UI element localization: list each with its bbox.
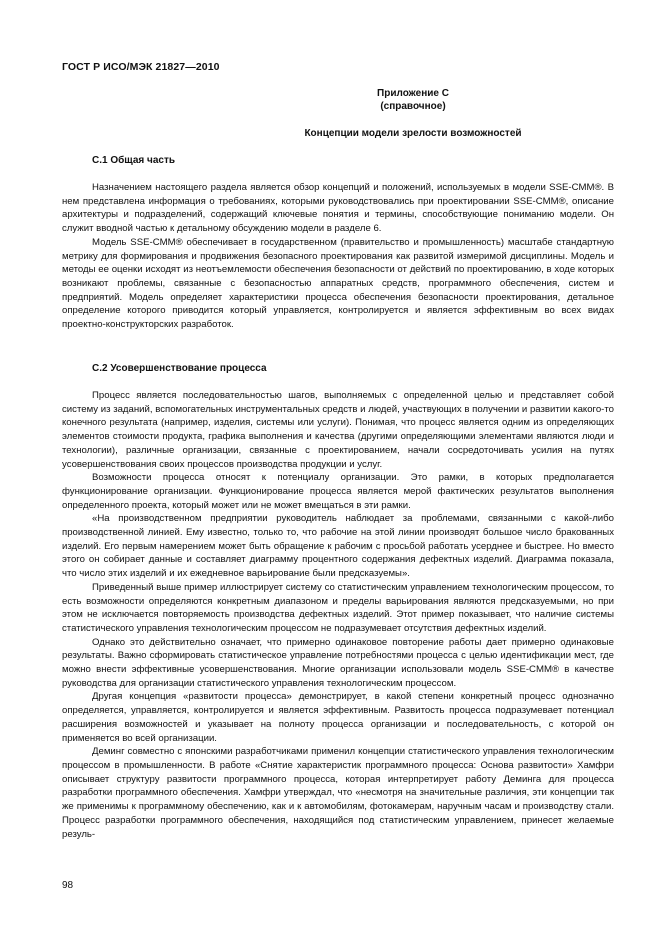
paragraph: Модель SSE-CMM® обеспечивает в государственном (правительство и промышленность) масштабе стандартную метрику для формирования и продвижения безопасного проектирования как развитой измеримой дисциплины. Модель и методы ее оценки исходят из неотъемлемости обеспечения безопасности от действий по проектированию, в ходе которых возникают проблемы, связанные с безопасностью аппаратных средств, программного обеспечения, систем и предприятий. Модель определяет характеристики процесса обеспечения безопасности проектирования, детальное определение которого приводится который управляется, контролируется и является эффективным во всех видах проектно-конструкторских разработок. [62,236,614,331]
page-number: 98 [62,880,74,891]
section-heading-c1: С.1 Общая часть [92,155,176,166]
paragraph: Деминг совместно с японскими разработчиками применил концепции статистического управления технологическим процессом в промышленности. В работе «Снятие характеристик программного процесса: Основа развитости» Хамфри описывает структуру развитости программного процесса, которая интерпретирует работу Деминга для процесса разработки программного обеспечения. Хамфри утверждал, что «несмотря на значительные различия, эти концепции так же применимы к программному обеспечению, как и к автомобилям, фотокамерам, наручным часам и производству стали. Процесс разработки программного обеспечения, находящийся под статистическим управлением, принесет желаемые резуль- [62,746,614,840]
paragraph: Процесс является последовательностью шагов, выполняемых с определенной целью и представляет собой систему из заданий, вспомогательных инструментальных средств и людей, участвующих в получении и развитии какого-то конечного результата (например, изделия, системы или услуги). Понимая, что процесс является одним из определяющих элементов стоимости продукта, графика выполнения и качества (другими определяющими элементами являются люди и технологии), различные организации, связанные с проектированием, начали сосредоточивать усилия на путях усовершенствования своих процессов производства продукции и услуг. [62,390,614,470]
section-body-c1 [62,181,614,332]
paragraph: «На производственном предприятии руководитель наблюдает за проблемами, связанными с какой-либо производственной линией. Ему известно, только то, что рабочие на этой линии производят большое число бракованных изделий. Его первым намерением может быть обращение к рабочим с просьбой работать усерднее и быстрее. Но вместо этого он собирает данные и составляет диаграмму процентного содержания дефектных изделий. Диаграмма показала, что число этих изделий и их ежедневное варьирование были предсказуемы». [62,513,614,580]
paragraph: Возможности процесса относят к потенциалу организации. Это рамки, в которых предполагается функционирование организации. Функционирование процесса является мерой фактических результатов выполнения определенного проекта, который может или не может вмещаться в эти рамки. [62,472,614,511]
section-heading-c2: С.2 Усовершенствование процесса [92,363,267,374]
annex-status: (справочное) [380,101,446,112]
annex-title: Приложение С [377,88,449,99]
paragraph: Однако это действительно означает, что примерно одинаковое повторение работы дает примерно одинаковые результаты. Важно сформировать статистическое управление потребностями процесса с целью идентификации мест, где можно внести эффективные усовершенствования. Многие организации использовали модель SSE-CMM® в качестве руководства для организации статистического управления технологическим процессом. [62,636,614,689]
document-header: ГОСТ Р ИСО/МЭК 21827—2010 [62,61,220,73]
section-body-c2 [62,389,614,841]
paragraph: Другая концепция «развитости процесса» демонстрирует, в какой степени конкретный процесс однозначно определяется, управляется, контролируется и является эффективным. Развитость процесса подразумевает потенциал расширения возможностей и указывает на полноту процесса организации и последовательность, с которой он применяется во всей организации. [62,691,614,744]
paragraph: Назначением настоящего раздела является обзор концепций и положений, используемых в модели SSE-CMM®. В нем представлена информация о требованиях, которыми руководствовались при проектировании SSE-CMM®, описание архитектуры и подразделений, содержащий ключевые понятия и термины, способствующие пониманию модели. Он служит вводной частью к детальному обсуждению модели в разделе 6. [62,182,614,235]
annex-name: Концепции модели зрелости возможностей [304,128,522,139]
paragraph: Приведенный выше пример иллюстрирует систему со статистическим управлением технологическим процессом, то есть возможности определяются конкретным диапазоном и пределы варьирования являются предсказуемыми, но при этом не исключается повторяемость производства дефектных изделий. Этот пример показывает, что наличие системы статистического управления технологическим процессом не подразумевает отсутствия дефектных изделий. [62,581,614,634]
